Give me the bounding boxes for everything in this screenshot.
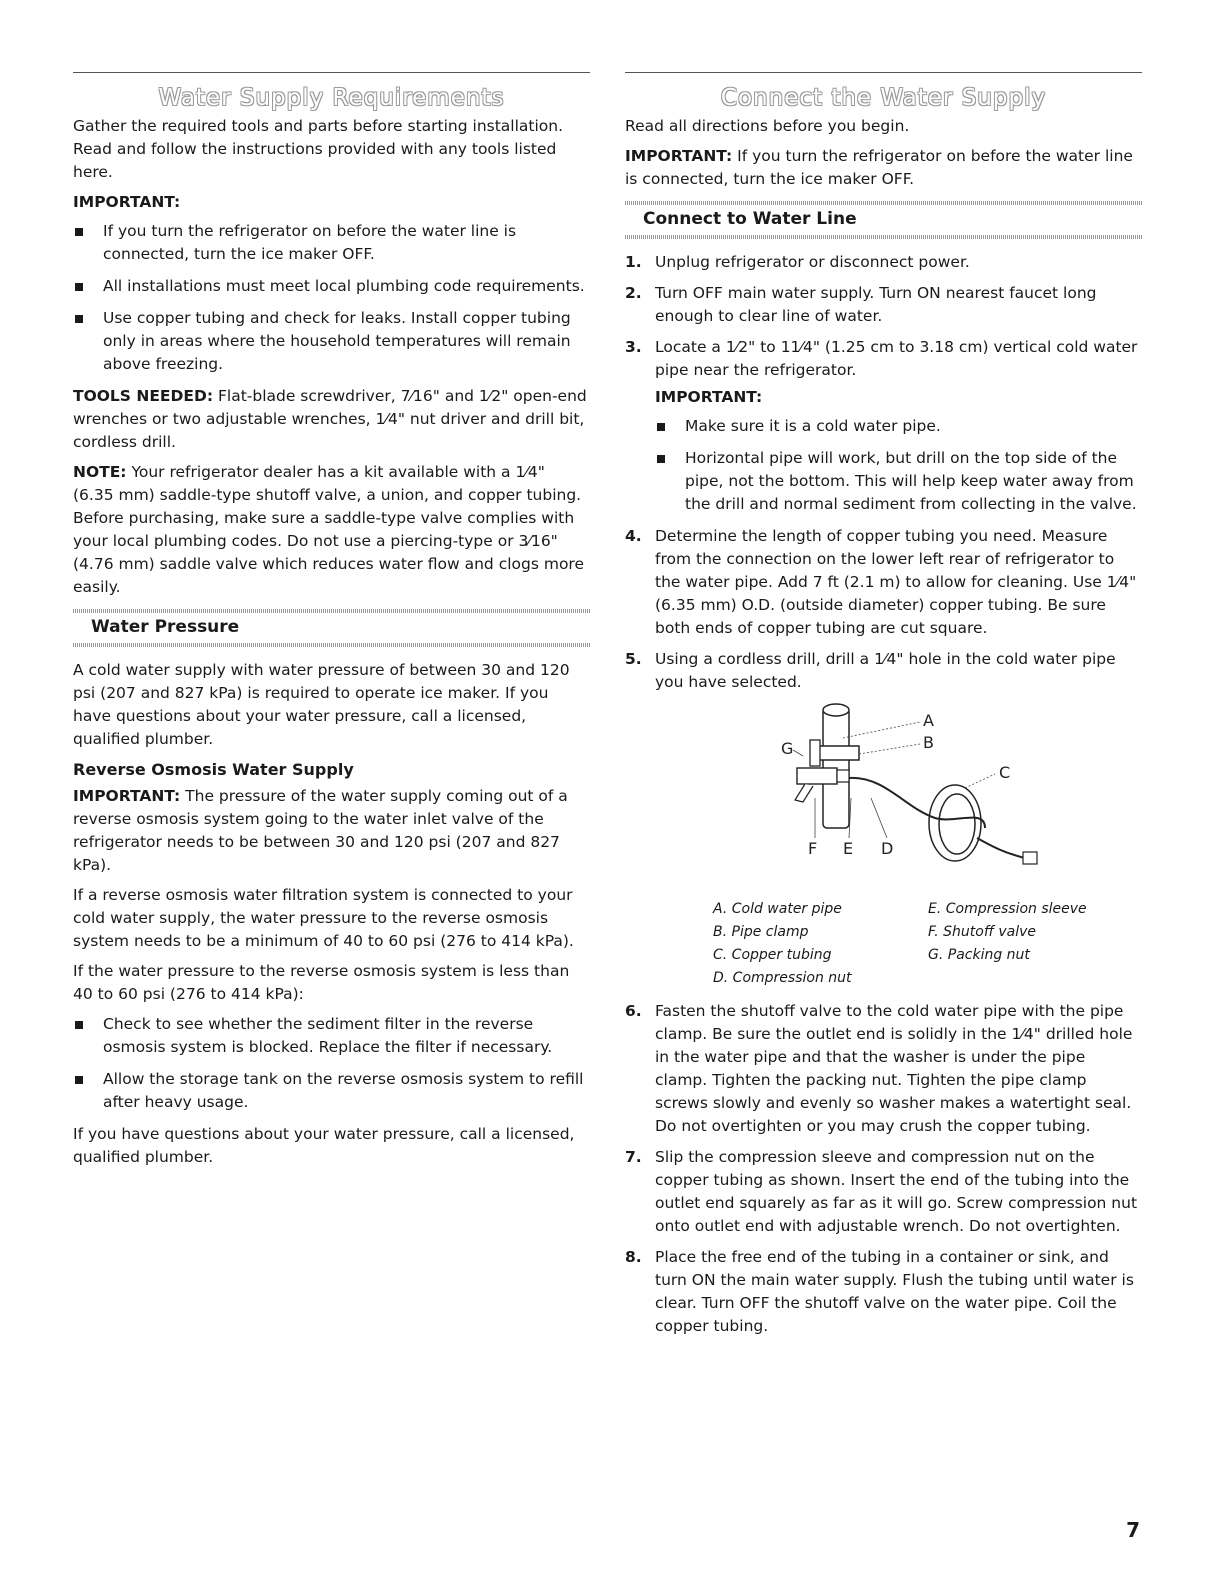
step-item: 2. Turn OFF main water supply. Turn ON nearest faucet long enough to clear line of water. [625, 284, 1097, 325]
shutoff-valve-shape [797, 768, 837, 784]
step3-important-label: IMPORTANT: [655, 388, 763, 406]
top-rule-left [73, 72, 590, 73]
list-item: Make sure it is a cold water pipe. [655, 415, 1142, 438]
legend-item: A. Cold water pipe [713, 901, 842, 917]
list-item: Allow the storage tank on the reverse osmosis system to refill after heavy usage. [73, 1068, 590, 1114]
diagram-legend [713, 898, 1142, 990]
ro-important-label: IMPORTANT: [73, 787, 181, 805]
square-bullet-icon [75, 228, 83, 236]
packing-nut-shape [837, 770, 849, 782]
ro-closing-paragraph: If you have questions about your water pressure, call a licensed, qualified plumber. [73, 1125, 575, 1166]
pipe-clamp-shape [815, 746, 859, 760]
diagram-label-b: B [923, 733, 934, 752]
square-bullet-icon [75, 315, 83, 323]
important-list [73, 220, 590, 376]
page-number: 7 [1126, 1518, 1140, 1542]
note-label: NOTE: [73, 463, 127, 481]
important-label: IMPORTANT: [73, 193, 181, 211]
connect-to-water-line-heading: Connect to Water Line [643, 209, 857, 229]
step-item: 6. Fasten the shutoff valve to the cold water pipe with the pipe clamp. Be sure the outlet end is solidly in the 1⁄4" drilled hole in the water pipe and that the washer is under the pipe clamp. Tighten the packing nut. Tighten the pipe clamp screws slowly and evenly so washer makes a watertight seal. Do not overtighten or you may crush the copper tubing. [625, 1002, 1133, 1135]
intro-paragraph: Gather the required tools and parts before starting installation. Read and follow the instructions provided with any tools listed here. [73, 117, 564, 181]
list-item: Horizontal pipe will work, but drill on the top side of the pipe, not the bottom. This will help keep water away from the drill and normal sediment from collecting in the valve. [655, 447, 1142, 516]
list-item: Check to see whether the sediment filter in the reverse osmosis system is blocked. Replace the filter if necessary. [73, 1013, 590, 1059]
list-item: If you turn the refrigerator on before the water line is connected, turn the ice maker OFF. [73, 220, 590, 266]
square-bullet-icon [657, 455, 665, 463]
copper-tubing-shape [849, 778, 985, 828]
diagram-label-g: G [781, 739, 794, 758]
section-title-water-supply-requirements: Water Supply Requirements [158, 85, 505, 111]
step-item: 8. Place the free end of the tubing in a container or sink, and turn ON the main water supply. Flush the tubing until water is clear. Turn OFF the shutoff valve on the water pipe. Coil the copper tubing. [625, 1248, 1134, 1335]
step-item: 1. Unplug refrigerator or disconnect power. [625, 253, 970, 271]
right-column [625, 72, 1142, 1346]
legend-item: E. Compression sleeve [928, 901, 1087, 917]
shutoff-valve-illustration [655, 698, 1135, 898]
section-title-connect-water-supply: Connect the Water Supply [720, 85, 1047, 111]
diagram-label-a: A [923, 711, 934, 730]
tools-label: TOOLS NEEDED: [73, 387, 214, 405]
leader-line [871, 798, 887, 838]
tubing-coil-outer [929, 785, 981, 861]
pipe-top-ellipse [823, 704, 849, 716]
dotted-rule [625, 235, 1142, 239]
clamp-screw-shape [810, 740, 820, 766]
square-bullet-icon [657, 423, 665, 431]
left-column [73, 72, 590, 1176]
list-item: All installations must meet local plumbing code requirements. [73, 275, 590, 298]
ro-important-paragraph: IMPORTANT: The pressure of the water supply coming out of a reverse osmosis system going to the water inlet valve of the refrigerator needs to be between 30 and 120 psi (207 and 827 kPa). [73, 787, 568, 874]
diagram-label-f: F [808, 839, 818, 858]
water-pressure-heading: Water Pressure [91, 617, 240, 637]
ro-paragraph-1: If a reverse osmosis water filtration system is connected to your cold water supply, the water pressure to the reverse osmosis system needs to be a minimum of 40 to 60 psi (276 to 414 kPa). [73, 886, 574, 950]
square-bullet-icon [75, 1021, 83, 1029]
connect-heading-band [625, 201, 1142, 239]
leader-line [843, 722, 920, 738]
note-text: Your refrigerator dealer has a kit available with a 1⁄4" (6.35 mm) saddle-type shutoff valve, a union, and copper tubing. Before purchasing, make sure a saddle-type valve complies with your local plumbing codes. Do not use a piercing-type or 3⁄16" (4.76 mm) saddle valve which reduces water flow and clogs more easily. [73, 463, 584, 596]
step-item: 7. Slip the compression sleeve and compression nut on the copper tubing as shown. Insert the end of the tubing into the outlet end squarely as far as it will go. Screw compression nut onto outlet end with adjustable wrench. Do not overtighten. [625, 1148, 1138, 1235]
tubing-coil-inner [939, 794, 975, 854]
tubing-end-shape [977, 838, 1025, 858]
steps-list [625, 251, 1142, 1338]
valve-handle-shape [795, 784, 813, 802]
square-bullet-icon [75, 1076, 83, 1084]
square-bullet-icon [75, 283, 83, 291]
leader-line [965, 774, 995, 788]
pressure-paragraph: A cold water supply with water pressure of between 30 and 120 psi (207 and 827 kPa) is required to operate ice maker. If you have questions about your water pressure, call a licensed, qualified plumber. [73, 661, 570, 748]
top-rule-right [625, 72, 1142, 73]
legend-item: G. Packing nut [928, 947, 1030, 963]
shutoff-valve-diagram [655, 698, 1135, 898]
tools-paragraph [73, 385, 590, 454]
dotted-rule [73, 643, 590, 647]
water-pressure-heading-band [73, 609, 590, 647]
right-important-label: IMPORTANT: [625, 147, 733, 165]
legend-item: D. Compression nut [713, 970, 852, 986]
list-item: Use copper tubing and check for leaks. Install copper tubing only in areas where the household temperatures will remain above freezing. [73, 307, 590, 376]
diagram-label-c: C [999, 763, 1011, 782]
ro-paragraph-2: If the water pressure to the reverse osmosis system is less than 40 to 60 psi (276 to 414 kPa): [73, 962, 570, 1003]
legend-item: C. Copper tubing [713, 947, 832, 963]
leader-line [793, 750, 803, 756]
diagram-label-d: D [881, 839, 894, 858]
right-important-paragraph: IMPORTANT: If you turn the refrigerator on before the water line is connected, turn the ice maker OFF. [625, 147, 1133, 188]
diagram-label-e: E [843, 839, 854, 858]
legend-item: B. Pipe clamp [713, 924, 809, 940]
step-item: 4. Determine the length of copper tubing you need. Measure from the connection on the lower left rear of refrigerator to the water pipe. Add 7 ft (2.1 m) to allow for cleaning. Use 1⁄4" (6.35 mm) O.D. (outside diameter) copper tubing. Be sure both ends of copper tubing are cut square. [625, 527, 1137, 637]
tools-text: Flat-blade screwdriver, 7⁄16" and 1⁄2" open-end wrenches or two adjustable wrenches, 1⁄4" nut driver and drill bit, cordless drill. [73, 387, 587, 451]
reverse-osmosis-heading: Reverse Osmosis Water Supply [73, 760, 354, 779]
ro-list [73, 1013, 590, 1114]
legend-item [928, 967, 1128, 990]
right-intro: Read all directions before you begin. [625, 117, 910, 135]
compression-fitting-shape [1023, 852, 1037, 864]
leader-line [859, 744, 920, 754]
note-paragraph [73, 461, 590, 599]
legend-item: F. Shutoff valve [928, 924, 1037, 940]
step-item: 5. Using a cordless drill, drill a 1⁄4" hole in the cold water pipe you have selected. A B C D E F G A. Cold water pipe E. Compression sleeve B. Pipe clamp F. Shutoff valve C. Copper tubing G. Packing nut D. Compression nut [625, 648, 1142, 990]
step-item: 3. Locate a 1⁄2" to 11⁄4" (1.25 cm to 3.18 cm) vertical cold water pipe near the refrigerator. IMPORTANT: Make sure it is a cold water pipe. Horizontal pipe will work, but drill on the top side of the pipe, not the bottom. This will help keep water away from the drill and normal sediment from collecting in the valve. [625, 336, 1142, 516]
step3-list [655, 415, 1142, 516]
